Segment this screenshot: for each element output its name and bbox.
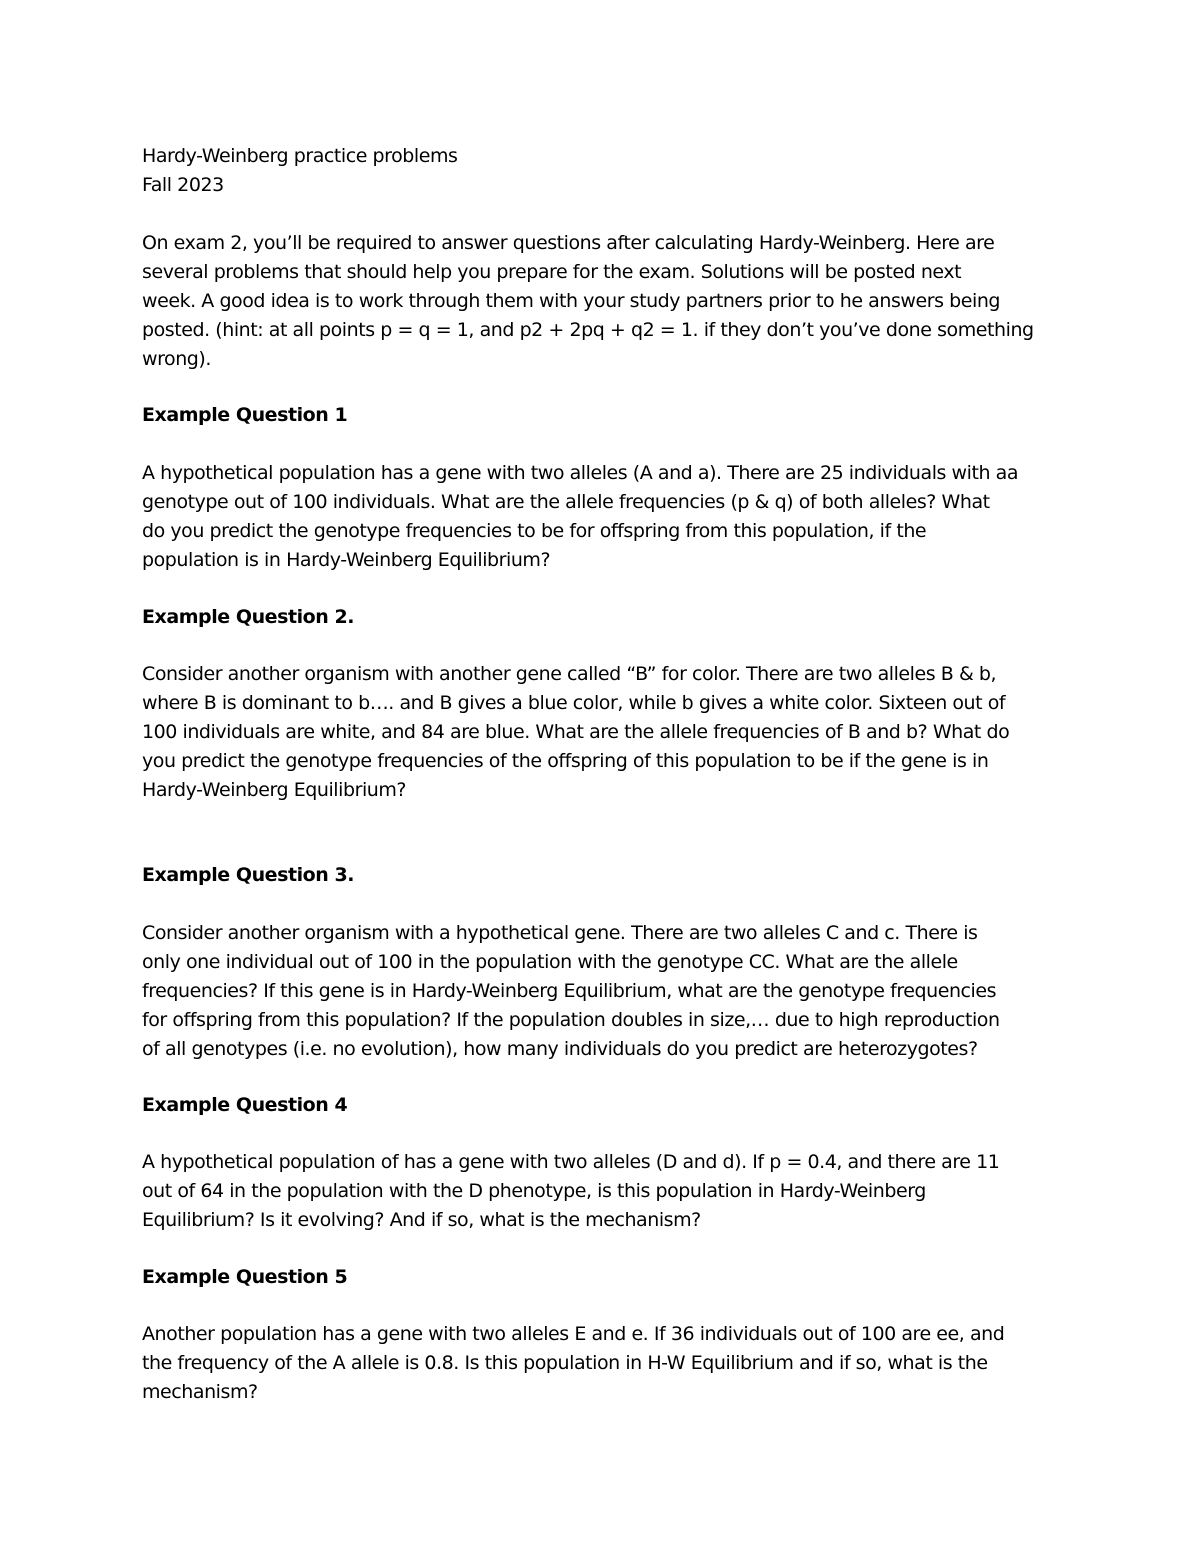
intro-line: posted. (hint: at all points p = q = 1, and p2 + 2pq + q2 = 1. if they don’t you’ve done something (142, 319, 1034, 341)
question-line: the frequency of the A allele is 0.8. Is this population in H-W Equilibrium and if so, what is the (142, 1352, 988, 1374)
question-line: do you predict the genotype frequencies to be for offspring from this population, if the (142, 520, 927, 542)
intro-line: On exam 2, you’ll be required to answer questions after calculating Hardy-Weinberg. Here are (142, 232, 995, 254)
question-line: genotype out of 100 individuals. What are the allele frequencies (p & q) of both alleles? What (142, 491, 990, 513)
intro-line: wrong). (142, 348, 211, 370)
document-title-block (142, 142, 1072, 200)
question-3-heading: Example Question 3. (142, 864, 355, 886)
question-line: Consider another organism with another gene called “B” for color. There are two alleles B & b, (142, 663, 997, 685)
intro-line: several problems that should help you prepare for the exam. Solutions will be posted next (142, 261, 962, 283)
question-line: 100 individuals are white, and 84 are blue. What are the allele frequencies of B and b? What do (142, 721, 1010, 743)
question-4-body (142, 1148, 1072, 1235)
question-2-heading: Example Question 2. (142, 606, 355, 628)
question-line: of all genotypes (i.e. no evolution), how many individuals do you predict are heterozygotes? (142, 1038, 978, 1060)
question-line: frequencies? If this gene is in Hardy-Weinberg Equilibrium, what are the genotype frequencies (142, 980, 997, 1002)
question-line: mechanism? (142, 1381, 258, 1403)
document-term: Fall 2023 (142, 174, 224, 196)
question-line: only one individual out of 100 in the population with the genotype CC. What are the allele (142, 951, 958, 973)
intro-paragraph (142, 229, 1072, 374)
question-line: A hypothetical population of has a gene with two alleles (D and d). If p = 0.4, and there are 11 (142, 1151, 1000, 1173)
intro-line: week. A good idea is to work through them with your study partners prior to he answers being (142, 290, 1001, 312)
question-line: for offspring from this population? If the population doubles in size,… due to high reproduction (142, 1009, 1000, 1031)
question-line: where B is dominant to b…. and B gives a blue color, while b gives a white color. Sixteen out of (142, 692, 1006, 714)
question-4-heading: Example Question 4 (142, 1094, 348, 1116)
question-line: Another population has a gene with two alleles E and e. If 36 individuals out of 100 are ee, and (142, 1323, 1005, 1345)
question-line: you predict the genotype frequencies of the offspring of this population to be if the gene is in (142, 750, 989, 772)
question-1-heading: Example Question 1 (142, 404, 348, 426)
question-line: population is in Hardy-Weinberg Equilibrium? (142, 549, 551, 571)
question-3-body (142, 919, 1072, 1064)
question-line: out of 64 in the population with the D phenotype, is this population in Hardy-Weinberg (142, 1180, 926, 1202)
document-title: Hardy-Weinberg practice problems (142, 145, 458, 167)
question-5-body (142, 1320, 1072, 1407)
question-1-body (142, 459, 1072, 575)
question-line: A hypothetical population has a gene with two alleles (A and a). There are 25 individuals with aa (142, 462, 1019, 484)
question-5-heading: Example Question 5 (142, 1266, 348, 1288)
question-line: Consider another organism with a hypothetical gene. There are two alleles C and c. There is (142, 922, 978, 944)
question-line: Equilibrium? Is it evolving? And if so, what is the mechanism? (142, 1209, 701, 1231)
question-2-body (142, 660, 1072, 805)
question-line: Hardy-Weinberg Equilibrium? (142, 779, 407, 801)
